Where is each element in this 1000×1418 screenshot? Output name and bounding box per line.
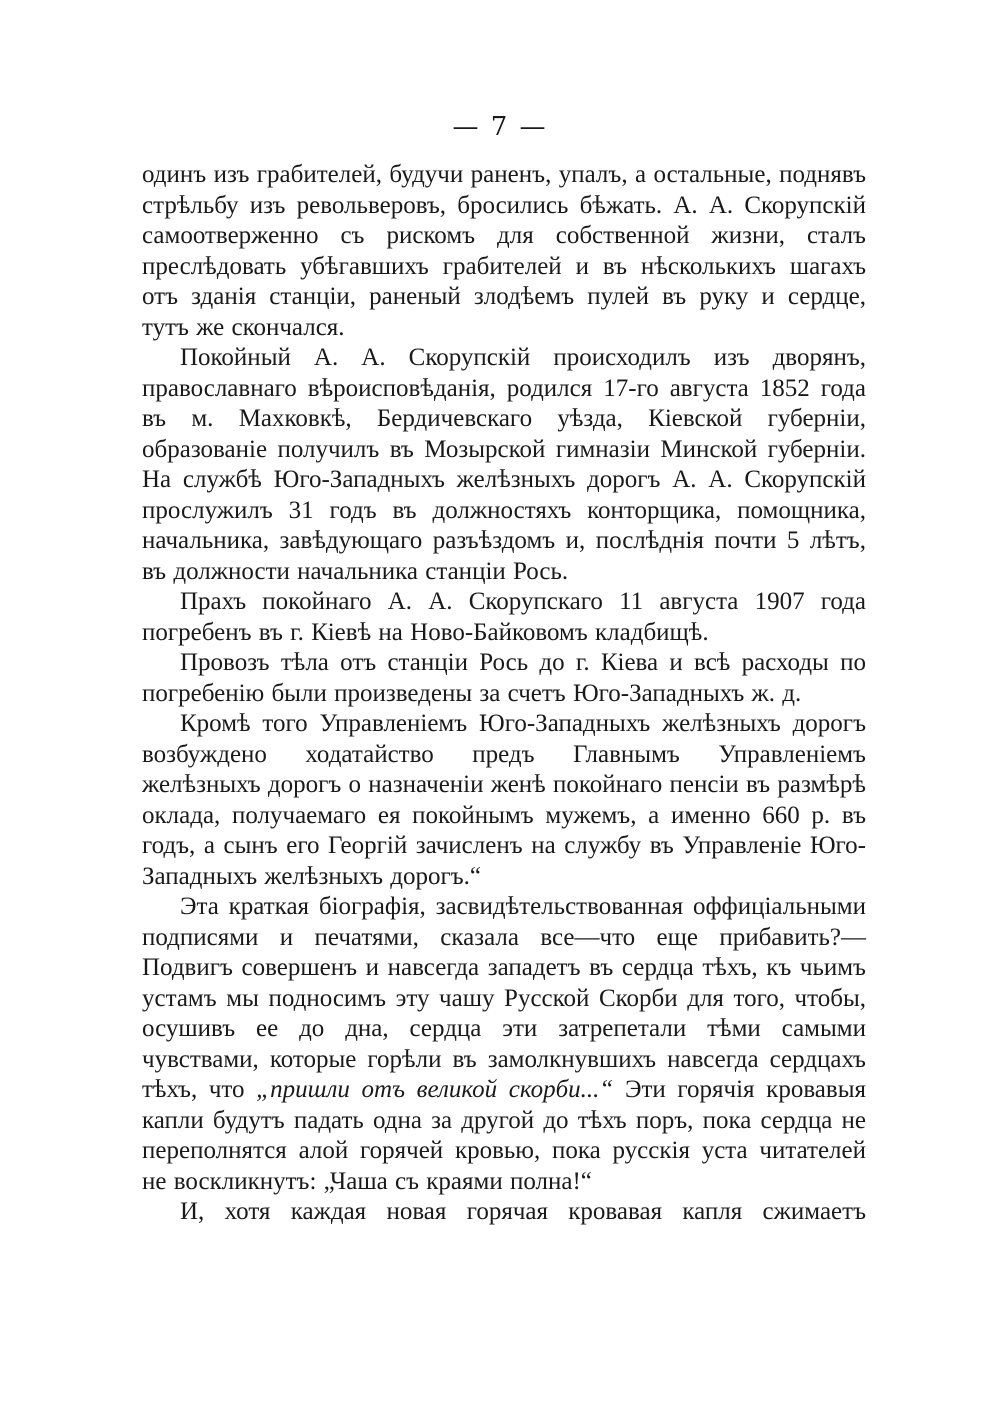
paragraph-expenses: Провозъ тѣла отъ станціи Рось до г. Кіева и всѣ расходы по погребенію были произведены за счетъ Юго-Западныхъ ж. д. xyxy=(142,649,866,707)
paragraph-pension: Кромѣ того Управленіемъ Юго-Западныхъ желѣзныхъ дорогъ возбуждено ходатайство предъ Главнымъ Управленіемъ желѣзныхъ дорогъ о назначеніи женѣ покойнаго пенсіи въ размѣрѣ оклада, получаемаго ея покойнымъ мужемъ, а именно 660 р. въ годъ, а сынъ его Георгій зачисленъ на службу въ Управленіе Юго-Западныхъ желѣзныхъ дорогъ.“ xyxy=(142,710,866,890)
reflection-text-end: Эти горячія кровавыя капли будутъ падать одна за другой до тѣхъ поръ, пока сердца не переполнятся алой горячей кровью, пока русскія уста читателей не воскликнутъ: „Чаша съ краями полна!“ xyxy=(142,1076,866,1195)
page-number: — 7 — xyxy=(452,112,548,142)
paragraph-reflection xyxy=(142,892,866,1197)
paragraph-biography: Покойный А. А. Скорупскій происходилъ изъ дворянъ, православнаго вѣроисповѣданія, родился 17-го августа 1852 года въ м. Махковкѣ, Бердичевскаго уѣзда, Кіевской губерніи, образованіе получилъ въ Мозырской гимназіи Минской губерніи. На службѣ Юго-Западныхъ желѣзныхъ дорогъ А. А. Скорупскій прослужилъ 31 годъ въ должностяхъ конторщика, помощника, начальника, завѣдующаго разъѣздомъ и, послѣднія почти 5 лѣтъ, въ должности начальника станціи Рось. xyxy=(142,344,866,585)
paragraph-continued: одинъ изъ грабителей, будучи раненъ, упалъ, а остальные, поднявъ стрѣльбу изъ револьверовъ, бросились бѣжать. А. А. Скорупскій самоотверженно съ рискомъ для собственной жизни, сталъ преслѣдовать убѣгавшихъ грабителей и въ нѣсколькихъ шагахъ отъ зданія станціи, раненый злодѣемъ пулей въ руку и сердце, тутъ же скончался. xyxy=(142,161,866,341)
paragraph-final: И, хотя каждая новая горячая кровавая капля сжимаетъ xyxy=(180,1198,866,1225)
body-text xyxy=(142,160,866,1228)
paragraph-burial: Прахъ покойнаго А. А. Скорупскаго 11 августа 1907 года погребенъ въ г. Кіевѣ на Ново-Байковомъ кладбищѣ. xyxy=(142,588,866,646)
italic-quote: „пришли отъ великой скорби...“ xyxy=(256,1076,614,1103)
reflection-text-start: Эта краткая біографія, засвидѣтельствованная оффиціальными подписями и печатями, сказала все—что еще прибавить?—Подвигъ совершенъ и навсегда западетъ въ сердца тѣхъ, къ чьимъ устамъ мы подносимъ эту чашу Русской Скорби для того, чтобы, осушивъ ее до дна, сердца эти затрепетали тѣми самыми чувствами, которые горѣли въ замолкнувшихъ навсегда сердцахъ тѣхъ, что xyxy=(142,893,866,1103)
